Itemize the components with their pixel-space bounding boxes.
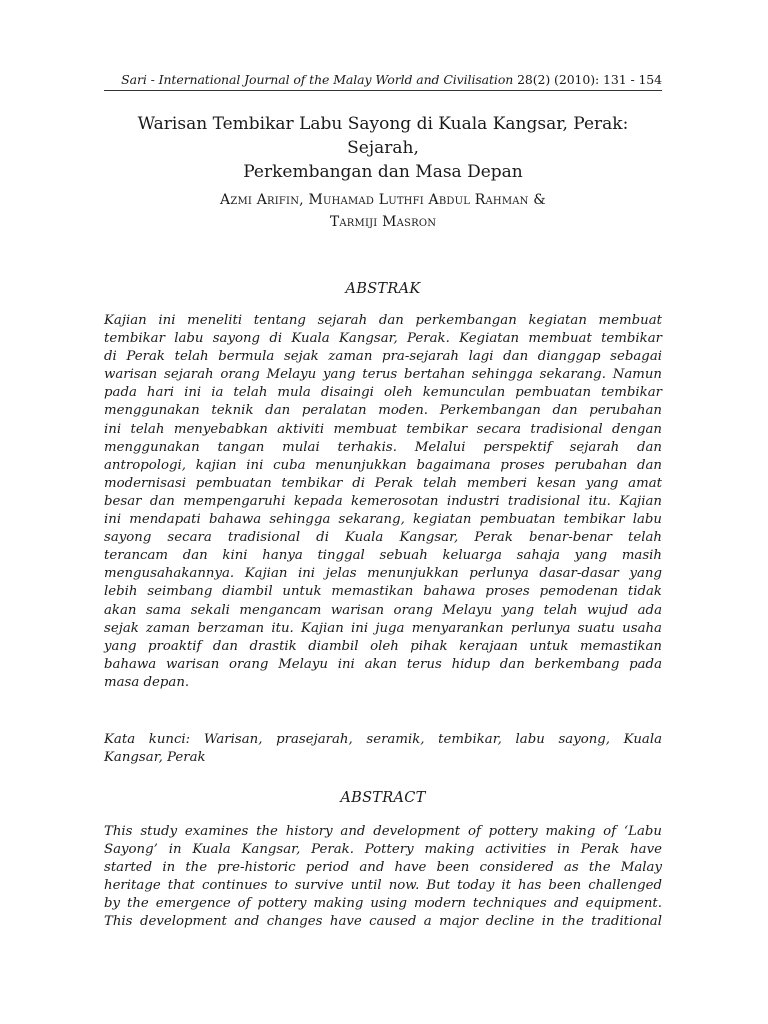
abstrak-line: modernisasi pembuatan tembikar di Perak telah memberi kesan yang amat xyxy=(104,475,662,491)
abstrak-line: tembikar labu sayong di Kuala Kangsar, Perak. Kegiatan membuat tembikar xyxy=(104,331,662,347)
abstrak-line: menggunakan teknik dan peralatan moden. Perkembangan dan perubahan xyxy=(104,403,662,419)
abstract-line: heritage that continues to survive until now. But today it has been challenged xyxy=(104,878,662,894)
abstrak-line: sayong secara tradisional di Kuala Kangsar, Perak benar-benar telah xyxy=(104,530,662,546)
abstrak-line: lebih seimbang diambil untuk memastikan bahawa proses pemodenan tidak xyxy=(104,584,662,600)
running-header xyxy=(104,72,662,91)
abstract-line: by the emergence of pottery making using modern techniques and equipment. xyxy=(104,896,662,912)
citation: 28(2) (2010): 131 - 154 xyxy=(513,72,662,87)
abstrak-line: yang proaktif dan drastik diambil oleh pihak kerajaan untuk memastikan xyxy=(104,638,662,654)
author-line-1: Azmi Arifin, Muhamad Luthfi Abdul Rahman & xyxy=(220,192,546,208)
abstract-line: This development and changes have caused a major decline in the traditional xyxy=(104,914,662,930)
abstract-line: started in the pre-historic period and have been considered as the Malay xyxy=(104,860,662,876)
title-line-2: Perkembangan dan Masa Depan xyxy=(243,162,523,182)
abstrak-line: akan sama sekali mengancam warisan orang Melayu yang telah wujud ada xyxy=(104,602,662,618)
abstrak-line: masa depan. xyxy=(104,674,190,690)
abstract-line: Sayong’ in Kuala Kangsar, Perak. Pottery making activities in Perak have xyxy=(104,842,662,858)
keywords-line: Kata kunci: Warisan, prasejarah, seramik, tembikar, labu sayong, Kuala xyxy=(104,732,662,747)
abstrak-line: besar dan mempengaruhi kepada kemerosotan industri tradisional itu. Kajian xyxy=(104,493,662,509)
abstrak-line: Kajian ini meneliti tentang sejarah dan perkembangan kegiatan membuat xyxy=(104,313,662,328)
abstrak-heading: ABSTRAK xyxy=(345,281,421,297)
article-title xyxy=(104,112,662,184)
abstrak-line: di Perak telah bermula sejak zaman pra-sejarah lagi dan dianggap sebagai xyxy=(104,349,662,365)
abstrak-line: pada hari ini ia telah mula disaingi oleh kemunculan pembuatan tembikar xyxy=(104,385,662,401)
author-list xyxy=(104,189,662,233)
abstract-heading: ABSTRACT xyxy=(340,790,426,806)
abstract-line: This study examines the history and development of pottery making of ‘Labu xyxy=(104,824,662,839)
title-line-1: Warisan Tembikar Labu Sayong di Kuala Kangsar, Perak: Sejarah, xyxy=(137,114,629,158)
abstrak-line: warisan sejarah orang Melayu yang terus bertahan sehingga sekarang. Namun xyxy=(104,367,662,383)
abstract-body xyxy=(104,823,662,932)
abstrak-line: terancam dan kini hanya tinggal sebuah keluarga sahaja yang masih xyxy=(104,548,662,564)
keywords xyxy=(104,731,662,767)
keywords-line: Kangsar, Perak xyxy=(104,750,206,766)
abstrak-body xyxy=(104,312,662,692)
abstrak-line: mengusahakannya. Kajian ini jelas menunjukkan perlunya dasar-dasar yang xyxy=(104,566,662,582)
abstrak-line: ini mendapati bahawa sehingga sekarang, kegiatan pembuatan tembikar labu xyxy=(104,512,662,528)
abstrak-line: ini telah menyebabkan aktiviti membuat tembikar secara tradisional dengan xyxy=(104,421,662,437)
journal-name: Sari - International Journal of the Malay World and Civilisation xyxy=(121,72,514,87)
abstrak-line: menggunakan tangan mulai terhakis. Melalui perspektif sejarah dan xyxy=(104,439,662,455)
abstrak-line: bahawa warisan orang Melayu ini akan terus hidup dan berkembang pada xyxy=(104,656,662,672)
abstrak-line: antropologi, kajian ini cuba menunjukkan bagaimana proses perubahan dan xyxy=(104,457,662,473)
abstrak-line: sejak zaman berzaman itu. Kajian ini juga menyarankan perlunya suatu usaha xyxy=(104,620,662,636)
author-line-2: Tarmiji Masron xyxy=(329,214,437,230)
